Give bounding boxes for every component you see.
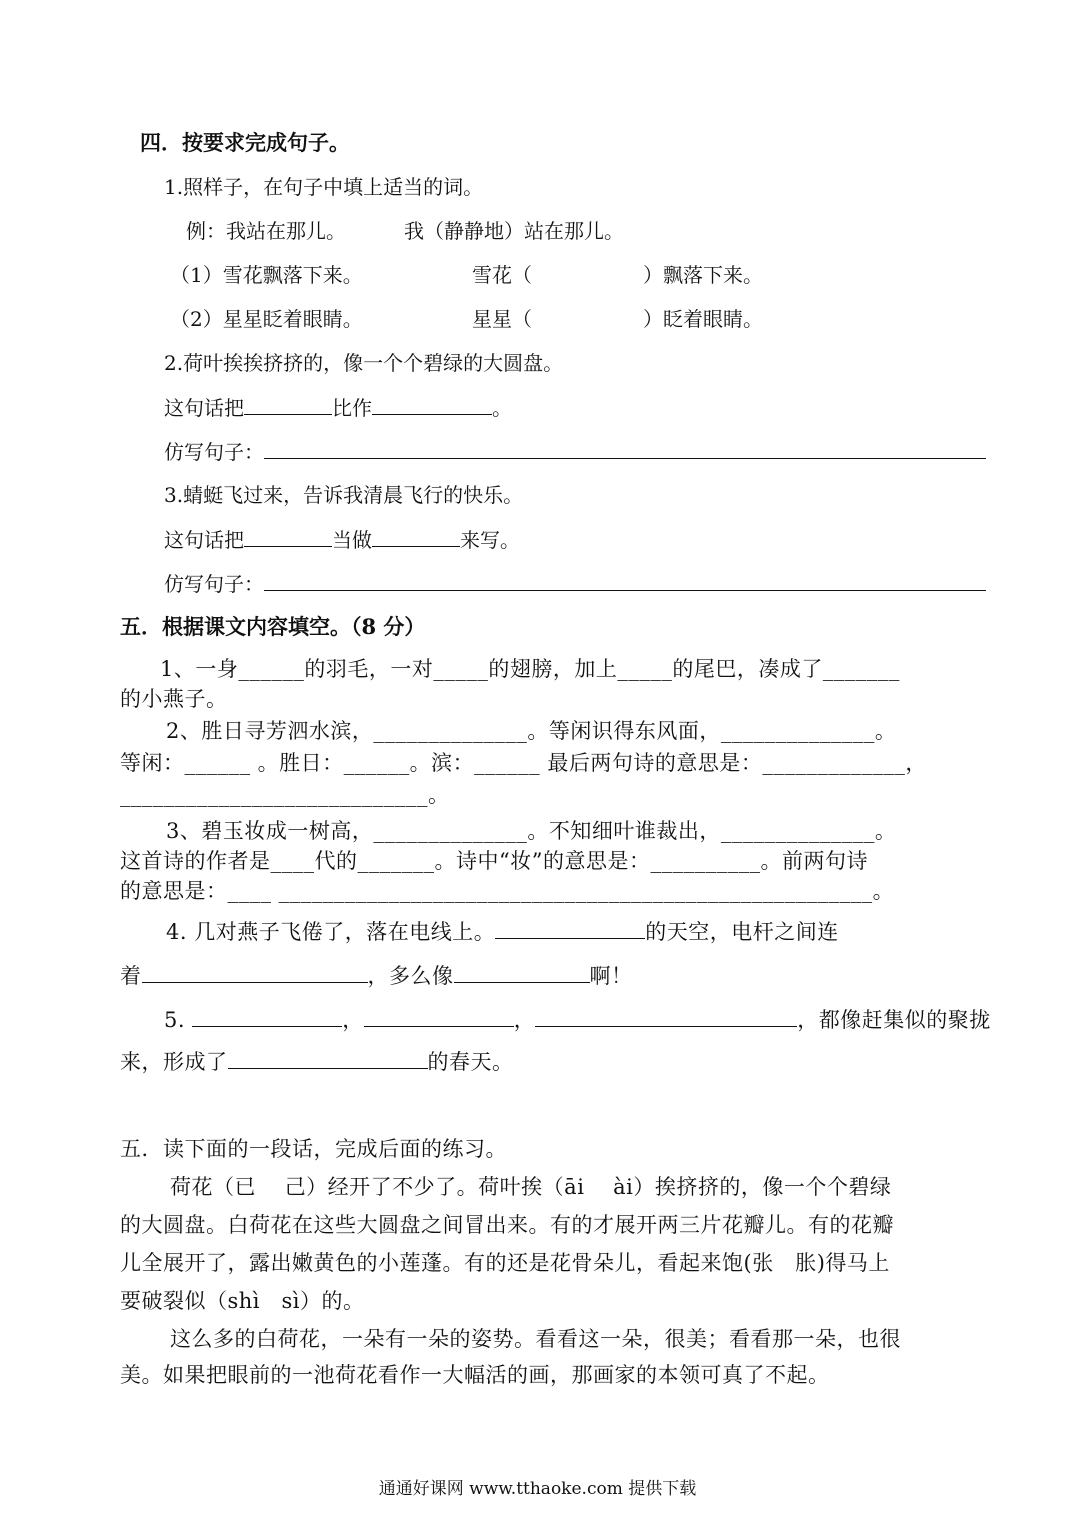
q1-item1-right-b: ）飘落下来。 xyxy=(643,263,763,287)
q5-comma-1: ， xyxy=(342,1008,364,1032)
q4-text-c: 着 xyxy=(120,964,142,988)
q4-text-a: 4. 几对燕子飞倦了，落在电线上。 xyxy=(166,920,496,944)
q5-blank-4[interactable] xyxy=(228,1046,428,1069)
q1-item2-right-b: ）眨着眼睛。 xyxy=(643,307,763,331)
section5-line-5: ____________________________。 xyxy=(120,783,450,807)
q2-imitate-blank[interactable] xyxy=(264,436,986,459)
q1-item1-left: （1）雪花飘落下来。 xyxy=(170,263,363,287)
q2-imitate-line xyxy=(164,436,986,467)
q3-label-c: 来写。 xyxy=(460,528,520,552)
q1-example-left: 例：我站在那儿。 xyxy=(186,219,346,243)
reading-p1-line-4: 要破裂似（shì sì）的。 xyxy=(120,1289,365,1313)
q3-label-a: 这句话把 xyxy=(164,528,244,552)
reading-p2-line-2: 美。如果把眼前的一池荷花看作一大幅活的画，那画家的本领可真了不起。 xyxy=(120,1363,830,1387)
section5-line-7: 这首诗的作者是____代的_______。诗中“妆”的意思是：__________。前两句诗 xyxy=(120,849,868,873)
reading-p1-line-1: 荷花（已 己）经开了不少了。荷叶挨（āi ài）挨挤挤的，像一个个碧绿 xyxy=(170,1175,892,1199)
q1-prompt: 1.照样子，在句子中填上适当的词。 xyxy=(164,175,484,199)
q5-comma-2: ， xyxy=(513,1008,536,1032)
reading-p1-line-3: 儿全展开了，露出嫩黄色的小莲蓬。有的还是花骨朵儿，看起来饱(张 胀)得马上 xyxy=(120,1251,890,1275)
q1-item2-left: （2）星星眨着眼睛。 xyxy=(170,307,363,331)
q4-text-b: 的天空，电杆之间连 xyxy=(645,920,839,944)
q5-blank-3[interactable] xyxy=(535,1004,797,1027)
q2-prompt: 2.荷叶挨挨挤挤的，像一个个碧绿的大圆盘。 xyxy=(164,351,564,375)
q4-blank-1[interactable] xyxy=(495,916,645,939)
q2-label-b: 比作 xyxy=(332,396,372,420)
q3-fill-line xyxy=(164,524,520,555)
section5-line-1: 1、一身______的羽毛，一对_____的翅膀，加上_____的尾巴，凑成了_______ xyxy=(160,657,900,681)
section5-line-3: 2、胜日寻芳泗水滨，______________。等闲识得东风面，______________。 xyxy=(166,719,897,743)
q2-label-a: 这句话把 xyxy=(164,396,244,420)
section5-line-6: 3、碧玉妆成一树高，______________。不知细叶谁裁出，______________。 xyxy=(166,819,897,843)
q2-blank-1[interactable] xyxy=(244,392,332,415)
q3-imitate-line xyxy=(164,568,986,599)
q1-example-right: 我（静静地）站在那儿。 xyxy=(404,219,624,243)
q1-item2-right-a: 星星（ xyxy=(472,307,532,331)
q5-text-c: 来，形成了 xyxy=(120,1050,228,1074)
q3-imitate-label: 仿写句子： xyxy=(164,572,264,596)
reading-p2-line-1: 这么多的白荷花，一朵有一朵的姿势。看看这一朵，很美；看看那一朵，也很 xyxy=(170,1327,901,1351)
q3-prompt: 3.蜻蜓飞过来，告诉我清晨飞行的快乐。 xyxy=(164,483,524,507)
q3-label-b: 当做 xyxy=(332,528,372,552)
q5-blank-2[interactable] xyxy=(364,1004,514,1027)
q2-imitate-label: 仿写句子： xyxy=(164,440,264,464)
q5-text-a: 5. xyxy=(164,1008,186,1032)
section5-line-8: 的意思是：____ ______________________________________________________。 xyxy=(120,879,895,903)
section5-line-2: 的小燕子。 xyxy=(120,687,228,711)
q3-blank-1[interactable] xyxy=(244,524,332,547)
q2-fill-line xyxy=(164,392,512,423)
q4-line-2 xyxy=(120,960,633,991)
q5-text-d: 的春天。 xyxy=(427,1050,514,1074)
q4-blank-2[interactable] xyxy=(142,960,368,983)
q3-imitate-blank[interactable] xyxy=(264,568,986,591)
q4-text-d: ，多么像 xyxy=(367,964,454,988)
reading-p1-line-2: 的大圆盘。白荷花在这些大圆盘之间冒出来。有的才展开两三片花瓣儿。有的花瓣 xyxy=(120,1213,894,1237)
q2-blank-2[interactable] xyxy=(372,392,492,415)
q5-line-2 xyxy=(120,1046,514,1077)
reading-title: 五．读下面的一段话，完成后面的练习。 xyxy=(120,1137,507,1161)
q4-text-e: 啊！ xyxy=(589,964,633,988)
q3-blank-2[interactable] xyxy=(372,524,460,547)
q1-item1-right-a: 雪花（ xyxy=(472,263,532,287)
q5-line-1 xyxy=(164,1004,991,1035)
section4-title: 四．按要求完成句子。 xyxy=(140,130,350,155)
q4-blank-3[interactable] xyxy=(454,960,590,983)
q5-blank-1[interactable] xyxy=(192,1004,342,1027)
section5-line-4: 等闲：______ 。胜日：______。滨：______ 最后两句诗的意思是：_____________， xyxy=(120,751,927,775)
q5-text-b: ，都像赶集似的聚拢 xyxy=(797,1008,991,1032)
section5-title: 五．根据课文内容填空。（8 分） xyxy=(120,614,426,639)
page-footer: 通通好课网 www.tthaoke.com 提供下载 xyxy=(378,1479,697,1499)
q2-label-end: 。 xyxy=(492,396,512,420)
q4-line-1 xyxy=(166,916,839,947)
